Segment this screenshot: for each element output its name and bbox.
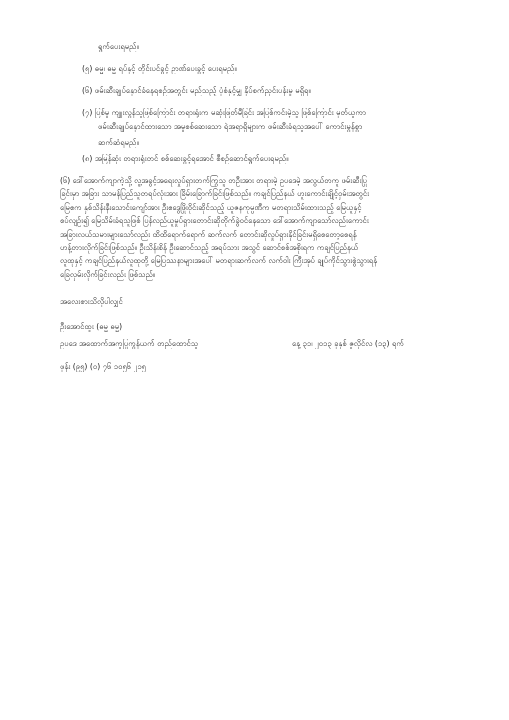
list-item-7-continuation: ဖမ်းဆီးချုပ်နှောင်ထားသော အမှုစစ်ဆေးသော ရဲအရာရှိများက ဖမ်းဆီးခံရသူအပေါ် ကောင်းမွန်စွာ — [98, 122, 363, 131]
list-item-7: (၇) ပြစ်မှု ကျူးလွန်သူဖြစ်ကြောင်း တရားရုံးက မဆုံးဖြတ်မီခြင်း အပြစ်ကင်းမဲ့သူ ဖြစ်ကြောင်း မှတ်ယူကာ — [82, 108, 366, 117]
body-line: ဟန့်တားလိုက်ခြင်းဖြစ်သည်။ ဦးသိန်းစိန် ဦးဆောင်သည့် အရပ်သား အသွင် ဆောင်စစ်အစိုးရက ကချင်ပြည်နယ် — [60, 243, 359, 253]
body-line: စပ်လျဉ်း၍ မြေသိမ်းခံရသူဖြစ် ပြန်လည်ယူမှုပ်ရှားတောင်းဆိုတိုက်ခွဲဝင်နေသော ဒေါ်အောက်ကျာသော်လည်းကောင်း — [60, 216, 369, 226]
signer-title: ဥပဒေ အထောက်အကူပြုကွန်ယက် တည်ထောင်သူ — [60, 339, 199, 348]
body-line: (၆) ဒေါ်အောက်ကျာကဲ့သို့ လူ့အခွင့်အရေးလှုပ်ရှားတက်ကြွသူ တဦးအား တရားမဲ့ ဥပဒေမဲ့ အလွယ်တကူ ဖမ်းဆီးပြု — [60, 176, 368, 185]
continuation-line: ရွက်ပေးရမည်။ — [98, 42, 139, 51]
body-paragraph — [60, 174, 462, 281]
list-item-8: (၈) အမြန်ဆုံး တရားရုံးတင် စစ်ဆေးခွင့်ရအောင် စီစဉ်ဆောင်ရွက်ပေးရမည်။ — [82, 154, 289, 163]
body-line: မြေဧက နှစ်သိန်းနီးသောင်းကျော်အား ဦးဧဒွေဖြိုးဝိုင်းဆိုင်သည့် ယူဇနကုမ္ပဏီက မတရားသိမ်းထားသည့် မြေယူနှင့် — [60, 202, 362, 212]
closing-request: အလေးစားသိလိုပါလျှင် — [60, 297, 123, 306]
body-line: ခြင်းမှာ အခြား သာမန်ပြည်သူတရပ်လုံးအား ခြိမ်းခြောက်ခြင်းဖြစ်သည်။ ကချင်ပြည်နယ် ဟူးကောင်းချိုင့်ဝှမ်းအတွင်း — [60, 189, 370, 199]
body-line: ခြေလှမ်းလိုက်ခြင်းလည်း ဖြစ်သည်။ — [60, 269, 156, 279]
signer-phone: ဖုန်း (၉၅) (၀) ၇၆ ၁၀၅၆ ၂၁၅ — [60, 362, 146, 371]
body-line: လူထုနှင့် ကချင်ပြည်နယ်လူထုတို့ မြေပြဿနာများအပေါ် မတရားဆက်လက် လက်ဝါး ကြီးအုပ် ချုပ်ကိုင်သွားစွဲသွားရန် — [60, 256, 378, 266]
signer-name: ဦးအောင်ထူး (ဓမ္မ ဓမ္မ) — [60, 322, 123, 331]
list-item-6: (၆) ဖမ်းဆီးချုပ်နှောင်ခံနေရစဉ်အတွင်း မည်သည့် ပုံစံနှင့်မျှ နှိပ်စက်ညှင်းပန်းမှု မရှိရ။ — [82, 86, 311, 95]
list-item-7-continuation-2: ဆက်ဆံရမည်။ — [98, 138, 139, 147]
body-line: အခြားလယ်သမားများသော်လည်း ထိထိရောက်ရောက် ဆက်လက် တောင်းဆိုလှုပ်ရှားနိုင်ခြင်းမရှိစေတော့စေရန် — [60, 229, 357, 239]
signer-date: နေ့ ၃၁၊ ၂၀၁၃ ခုနှစ် ဇူလိုင်လ (၁၃) ရက် — [292, 339, 404, 348]
list-item-5: (၅) ဓမ္မ၊ ဓမ္မ ရပ်နှင့် တိုင်းပင်ခွင့် ဥာဏ်ပေးခွင့် ပေးရမည်။ — [82, 64, 237, 73]
